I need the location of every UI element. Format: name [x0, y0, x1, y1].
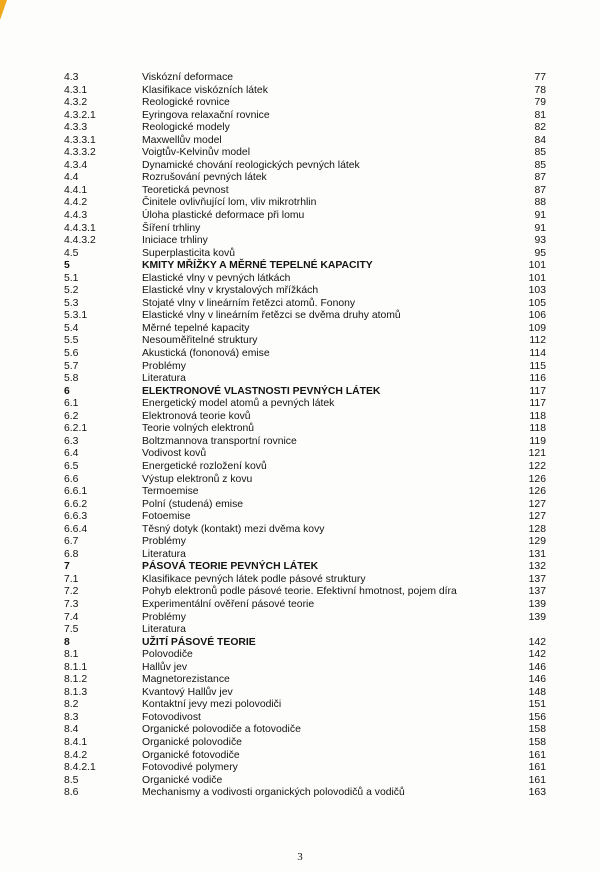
toc-section-number: 6.2.1 [64, 423, 88, 435]
toc-page-number: 161 [528, 762, 546, 774]
toc-page-number: 91 [534, 222, 546, 234]
toc-section-title: Polní (studená) emise [142, 498, 244, 510]
toc-page-number: 126 [528, 473, 546, 485]
toc-section-title: Magnetorezistance [142, 674, 230, 686]
toc-page-number: 163 [528, 787, 546, 799]
toc-section-title: Maxwellův model [142, 134, 222, 146]
toc-chapter-row [64, 637, 546, 650]
toc-section-number: 4.3.4 [64, 159, 88, 171]
toc-section-title: Úloha plastické deformace při lomu [142, 210, 305, 222]
toc-row [64, 549, 546, 562]
toc-section-title: Pohyb elektronů podle pásové teorie. Efektivní hmotnost, pojem díra [142, 586, 457, 598]
toc-section-title: Teorie volných elektronů [142, 423, 255, 435]
toc-section-number: 5 [64, 260, 70, 272]
toc-section-number: 8.3 [64, 711, 79, 723]
toc-row [64, 750, 546, 763]
toc-row [64, 248, 546, 261]
toc-row [64, 762, 546, 775]
toc-section-number: 8.5 [64, 774, 79, 786]
toc-section-title: Měrné tepelné kapacity [142, 322, 250, 334]
toc-section-title: Vodivost kovů [142, 448, 207, 460]
toc-section-number: 8.4 [64, 724, 79, 736]
toc-page-number: 118 [529, 423, 546, 435]
toc-chapter-row [64, 386, 546, 399]
toc-page-number: 101 [528, 260, 546, 272]
toc-row [64, 524, 546, 537]
toc-page-number: 93 [534, 235, 546, 247]
toc-row [64, 373, 546, 386]
toc-section-number: 4.4.3.2 [64, 235, 96, 247]
toc-row [64, 110, 546, 123]
toc-section-number: 6 [64, 385, 70, 397]
toc-row [64, 574, 546, 587]
toc-row [64, 662, 546, 675]
toc-section-number: 6.2 [64, 410, 79, 422]
toc-page-number: 87 [534, 172, 546, 184]
toc-row [64, 486, 546, 499]
toc-section-title: Šíření trhliny [142, 222, 201, 234]
toc-section-title: Mechanismy a vodivosti organických polovodičů a vodičů [142, 787, 405, 799]
toc-section-title: Stojaté vlny v lineárním řetězci atomů. Fonony [142, 297, 356, 309]
toc-section-number: 7.4 [64, 611, 79, 623]
toc-page-number: 84 [534, 134, 546, 146]
toc-row [64, 612, 546, 625]
toc-page-number: 106 [528, 310, 546, 322]
toc-page-number: 137 [528, 586, 546, 598]
toc-section-title: Nesouměřitelné struktury [142, 335, 258, 347]
toc-row [64, 210, 546, 223]
toc-page-number: 132 [528, 561, 546, 573]
toc-section-number: 6.5 [64, 460, 79, 472]
toc-section-number: 4.3.3.1 [64, 134, 96, 146]
toc-row [64, 737, 546, 750]
toc-page-number: 115 [529, 360, 546, 372]
toc-section-number: 5.7 [64, 360, 79, 372]
toc-section-number: 6.6.2 [64, 498, 88, 510]
toc-section-number: 7 [64, 561, 70, 573]
toc-section-title: Fotovodivost [142, 711, 201, 723]
toc-row [64, 122, 546, 135]
toc-section-number: 8.1 [64, 649, 79, 661]
toc-row [64, 147, 546, 160]
toc-section-title: Termoemise [142, 486, 199, 498]
toc-page-number: 122 [528, 460, 546, 472]
toc-row [64, 298, 546, 311]
toc-page-number: 78 [534, 84, 546, 96]
toc-row [64, 323, 546, 336]
toc-section-title: Rozrušování pevných látek [142, 172, 267, 184]
toc-section-title: Boltzmannova transportní rovnice [142, 435, 297, 447]
toc-row [64, 423, 546, 436]
toc-section-title: Energetický model atomů a pevných látek [142, 398, 335, 410]
toc-section-number: 8.4.1 [64, 736, 88, 748]
toc-section-number: 5.2 [64, 285, 79, 297]
toc-page-number: 101 [528, 272, 546, 284]
toc-row [64, 436, 546, 449]
toc-page-number: 105 [528, 297, 546, 309]
toc-section-title: Problémy [142, 611, 186, 623]
toc-section-number: 5.8 [64, 373, 79, 385]
toc-page-number: 158 [528, 736, 546, 748]
toc-page-number: 156 [528, 711, 546, 723]
toc-section-number: 4.3.2.1 [64, 109, 96, 121]
toc-page-number: 77 [534, 72, 546, 83]
toc-page-number: 139 [528, 611, 546, 623]
toc-page-number: 146 [528, 661, 546, 673]
toc-row [64, 197, 546, 210]
toc-section-number: 8.4.2 [64, 749, 88, 761]
toc-section-number: 5.3.1 [64, 310, 88, 322]
toc-section-number: 6.7 [64, 536, 79, 548]
toc-section-title: Experimentální ověření pásové teorie [142, 598, 315, 610]
toc-section-title: Dynamické chování reologických pevných látek [142, 159, 360, 171]
toc-row [64, 185, 546, 198]
toc-page-number: 81 [534, 109, 546, 121]
toc-page-number: 129 [528, 536, 546, 548]
toc-page-number: 117 [529, 398, 546, 410]
toc-section-title: PÁSOVÁ TEORIE PEVNÝCH LÁTEK [142, 561, 319, 573]
toc-page-number: 127 [528, 498, 546, 510]
toc-chapter-row [64, 561, 546, 574]
toc-page-number: 161 [528, 774, 546, 786]
toc-section-title: ELEKTRONOVÉ VLASTNOSTI PEVNÝCH LÁTEK [142, 385, 381, 397]
toc-page-number: 128 [528, 523, 546, 535]
toc-section-title: KMITY MŘÍŽKY A MĚRNÉ TEPELNÉ KAPACITY [142, 260, 373, 272]
toc-section-title: Kontaktní jevy mezi polovodiči [142, 699, 282, 711]
toc-section-title: Elastické vlny v lineárním řetězci se dvěma druhy atomů [142, 310, 401, 322]
toc-row [64, 699, 546, 712]
toc-row [64, 599, 546, 612]
toc-page-number: 82 [534, 122, 546, 134]
toc-page-number: 127 [528, 511, 546, 523]
toc-page-number: 114 [529, 348, 546, 360]
toc-row [64, 775, 546, 788]
toc-row [64, 348, 546, 361]
toc-section-number: 8.4.2.1 [64, 762, 96, 774]
toc-row [64, 649, 546, 662]
toc-section-title: Organické fotovodiče [142, 749, 240, 761]
toc-section-title: Eyringova relaxační rovnice [142, 109, 270, 121]
toc-section-number: 8 [64, 636, 70, 648]
toc-section-title: Reologické rovnice [142, 97, 230, 109]
toc-row [64, 624, 546, 637]
toc-page-number: 85 [534, 147, 546, 159]
toc-page-number: 87 [534, 184, 546, 196]
toc-row [64, 687, 546, 700]
toc-page-number: 139 [528, 598, 546, 610]
toc-page-number: 95 [534, 247, 546, 259]
toc-row [64, 310, 546, 323]
toc-section-number: 5.4 [64, 322, 79, 334]
toc-page-number: 117 [529, 385, 546, 397]
toc-row [64, 335, 546, 348]
toc-row [64, 223, 546, 236]
toc-row [64, 724, 546, 737]
toc-row [64, 461, 546, 474]
toc-page-number: 119 [529, 435, 546, 447]
toc-row [64, 536, 546, 549]
toc-row [64, 712, 546, 725]
toc-section-number: 5.1 [64, 272, 79, 284]
toc-section-number: 6.3 [64, 435, 79, 447]
toc-section-title: Viskózní deformace [142, 72, 234, 83]
toc-section-title: Klasifikace pevných látek podle pásové struktury [142, 573, 366, 585]
toc-section-title: Iniciace trhliny [142, 235, 208, 247]
toc-section-title: Teoretická pevnost [142, 184, 229, 196]
toc-section-title: Literatura [142, 373, 186, 385]
toc-section-title: Elastické vlny v pevných látkách [142, 272, 291, 284]
toc-section-title: Problémy [142, 360, 186, 372]
toc-section-title: Organické vodiče [142, 774, 223, 786]
toc-section-number: 4.4 [64, 172, 79, 184]
toc-row [64, 499, 546, 512]
toc-section-title: Polovodiče [142, 649, 193, 661]
toc-section-number: 8.1.3 [64, 686, 88, 698]
toc-section-number: 4.5 [64, 247, 79, 259]
toc-section-number: 4.3.1 [64, 84, 88, 96]
toc-page-number: 142 [528, 649, 546, 661]
toc-page-number: 91 [534, 210, 546, 222]
toc-section-number: 6.1 [64, 398, 79, 410]
toc-page-number: 158 [528, 724, 546, 736]
toc-page-number: 85 [534, 159, 546, 171]
toc-page-number: 146 [528, 674, 546, 686]
toc-section-number: 4.3.3 [64, 122, 88, 134]
toc-section-title: Akustická (fononová) emise [142, 348, 270, 360]
toc-section-title: Výstup elektronů z kovu [142, 473, 253, 485]
toc-section-title: Elektronová teorie kovů [142, 410, 251, 422]
toc-row [64, 511, 546, 524]
toc-section-title: Problémy [142, 536, 186, 548]
toc-section-number: 6.6 [64, 473, 79, 485]
toc-section-number: 4.4.1 [64, 184, 88, 196]
toc-section-number: 5.6 [64, 348, 79, 360]
toc-section-number: 7.1 [64, 573, 79, 585]
toc-chapter-row [64, 260, 546, 273]
toc-page-number: 126 [528, 486, 546, 498]
toc-row [64, 85, 546, 98]
toc-section-title: Hallův jev [142, 661, 188, 673]
table-of-contents [64, 72, 546, 800]
toc-section-title: Literatura [142, 624, 186, 636]
toc-section-title: Literatura [142, 548, 186, 560]
toc-section-number: 6.6.4 [64, 523, 88, 535]
toc-section-number: 6.8 [64, 548, 79, 560]
toc-row [64, 586, 546, 599]
toc-section-title: Kvantový Hallův jev [142, 686, 233, 698]
toc-section-title: Reologické modely [142, 122, 230, 134]
toc-section-number: 6.6.3 [64, 511, 88, 523]
toc-section-title: Fotovodivé polymery [142, 762, 238, 774]
toc-section-title: Těsný dotyk (kontakt) mezi dvěma kovy [142, 523, 325, 535]
toc-row [64, 474, 546, 487]
toc-section-title: Činitele ovlivňující lom, vliv mikrotrhlin [142, 197, 317, 209]
toc-section-title: Energetické rozložení kovů [142, 460, 267, 472]
toc-page-number: 88 [534, 197, 546, 209]
toc-row [64, 674, 546, 687]
toc-section-number: 5.5 [64, 335, 79, 347]
toc-page-number: 112 [529, 335, 546, 347]
toc-section-number: 8.1.1 [64, 661, 88, 673]
toc-section-number: 6.6.1 [64, 486, 88, 498]
toc-section-number: 7.5 [64, 624, 79, 636]
toc-row [64, 172, 546, 185]
toc-section-number: 8.6 [64, 787, 79, 799]
toc-section-number: 4.4.3 [64, 210, 88, 222]
toc-section-number: 4.3.3.2 [64, 147, 96, 159]
toc-section-number: 4.4.3.1 [64, 222, 96, 234]
toc-section-title: Fotoemise [142, 511, 191, 523]
toc-page-number: 79 [534, 97, 546, 109]
toc-row [64, 448, 546, 461]
toc-section-title: Organické polovodiče a fotovodiče [142, 724, 301, 736]
toc-page-number: 148 [528, 686, 546, 698]
toc-row [64, 361, 546, 374]
toc-row [64, 135, 546, 148]
corner-mark [0, 0, 7, 20]
toc-row [64, 398, 546, 411]
toc-section-title: Elastické vlny v krystalových mřížkách [142, 285, 319, 297]
toc-page-number: 142 [528, 636, 546, 648]
toc-row [64, 160, 546, 173]
toc-row [64, 411, 546, 424]
toc-section-number: 4.4.2 [64, 197, 88, 209]
toc-section-number: 6.4 [64, 448, 79, 460]
toc-page-number: 116 [529, 373, 546, 385]
toc-row [64, 235, 546, 248]
toc-section-number: 7.3 [64, 598, 79, 610]
toc-row [64, 787, 546, 800]
toc-section-number: 4.3 [64, 72, 79, 83]
toc-section-number: 4.3.2 [64, 97, 88, 109]
toc-section-title: Superplasticita kovů [142, 247, 235, 259]
toc-section-title: Organické polovodiče [142, 736, 242, 748]
toc-row [64, 273, 546, 286]
page-number: 3 [297, 851, 303, 863]
toc-section-number: 8.1.2 [64, 674, 88, 686]
toc-page-number: 103 [528, 285, 546, 297]
toc-page-number: 118 [529, 410, 546, 422]
toc-page-number: 121 [528, 448, 546, 460]
toc-row [64, 97, 546, 110]
toc-section-title: Klasifikace viskózních látek [142, 84, 268, 96]
toc-section-title: Voigtův-Kelvinův model [142, 147, 251, 159]
toc-page-number: 131 [528, 548, 546, 560]
toc-row [64, 72, 546, 85]
toc-section-number: 7.2 [64, 586, 79, 598]
toc-page-number: 109 [528, 322, 546, 334]
toc-row [64, 285, 546, 298]
toc-page-number: 161 [528, 749, 546, 761]
toc-section-number: 5.3 [64, 297, 79, 309]
toc-section-number: 8.2 [64, 699, 79, 711]
toc-section-title: UŽITÍ PÁSOVÉ TEORIE [142, 636, 256, 648]
toc-page-number: 137 [528, 573, 546, 585]
toc-page-number: 151 [528, 699, 546, 711]
